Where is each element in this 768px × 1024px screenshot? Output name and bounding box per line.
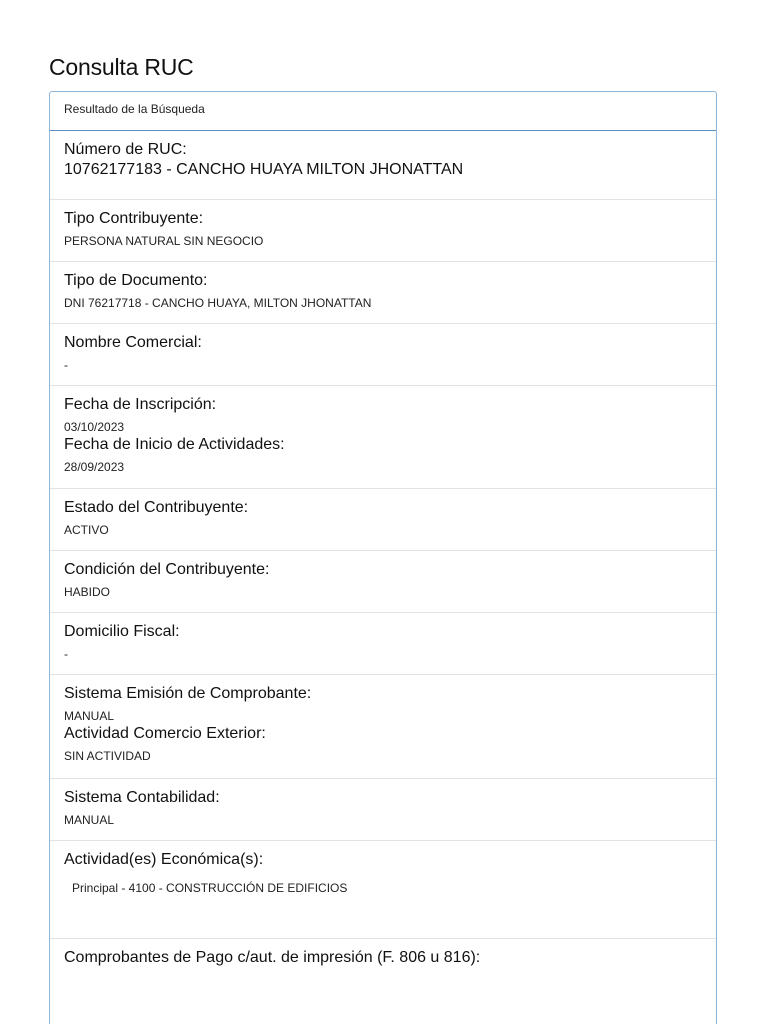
nombre-comercial-label: Nombre Comercial: [64, 334, 202, 351]
estado-label: Estado del Contribuyente: [64, 499, 249, 516]
estado-row [50, 489, 716, 551]
comprobantes-row [50, 939, 716, 999]
tipo-contribuyente-row [50, 200, 716, 262]
condicion-row [50, 551, 716, 613]
tipo-contribuyente-value: PERSONA NATURAL SIN NEGOCIO [64, 234, 264, 248]
condicion-value: HABIDO [64, 585, 111, 599]
sistema-emision-label: Sistema Emisión de Comprobante: [64, 685, 312, 702]
actividades-label: Actividad(es) Económica(s): [64, 851, 264, 868]
ruc-value: 10762177183 - CANCHO HUAYA MILTON JHONATTAN [64, 161, 464, 178]
condicion-label: Condición del Contribuyente: [64, 561, 270, 578]
sistema-emision-value: MANUAL [64, 709, 115, 723]
fecha-inicio-value: 28/09/2023 [64, 460, 125, 474]
domicilio-row [50, 613, 716, 675]
actividad-exterior-label: Actividad Comercio Exterior: [64, 725, 266, 742]
result-card [49, 91, 717, 1024]
tipo-contribuyente-label: Tipo Contribuyente: [64, 210, 204, 227]
actividades-row [50, 841, 716, 939]
ruc-row [50, 131, 716, 200]
nombre-comercial-row [50, 324, 716, 386]
tipo-documento-row [50, 262, 716, 324]
page-title: Consulta RUC [49, 54, 194, 80]
tipo-documento-label: Tipo de Documento: [64, 272, 208, 289]
fechas-row [50, 386, 716, 489]
sistema-contabilidad-row [50, 779, 716, 841]
domicilio-value: - [64, 647, 68, 661]
domicilio-label: Domicilio Fiscal: [64, 623, 180, 640]
sistema-emision-row [50, 675, 716, 779]
actividades-value: Principal - 4100 - CONSTRUCCIÓN DE EDIFICIOS [72, 881, 348, 895]
fecha-inicio-label: Fecha de Inicio de Actividades: [64, 436, 285, 453]
sistema-contabilidad-label: Sistema Contabilidad: [64, 789, 220, 806]
fecha-inscripcion-value: 03/10/2023 [64, 420, 125, 434]
fecha-inscripcion-label: Fecha de Inscripción: [64, 396, 217, 413]
comprobantes-label: Comprobantes de Pago c/aut. de impresión (F. 806 u 816): [64, 949, 481, 966]
sistema-contabilidad-value: MANUAL [64, 813, 115, 827]
tipo-documento-value: DNI 76217718 - CANCHO HUAYA, MILTON JHONATTAN [64, 296, 372, 310]
card-header: Resultado de la Búsqueda [50, 92, 716, 131]
ruc-label: Número de RUC: [64, 141, 187, 158]
nombre-comercial-value: - [64, 358, 68, 372]
actividad-exterior-value: SIN ACTIVIDAD [64, 749, 151, 763]
estado-value: ACTIVO [64, 523, 109, 537]
